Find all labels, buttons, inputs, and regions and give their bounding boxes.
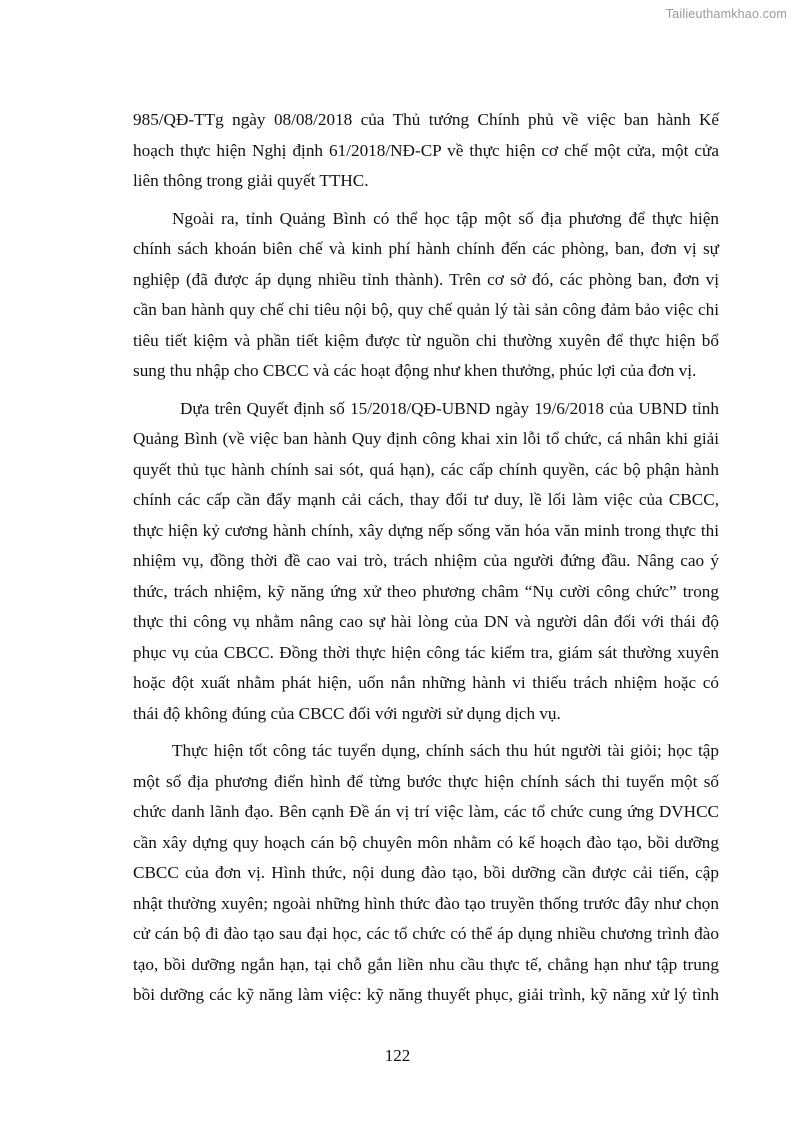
text-line: quyết thủ tục hành chính sai sót, quá hạn), các cấp chính quyền, các bộ phận hành <box>133 459 719 479</box>
text-line: tạo, bồi dưỡng ngắn hạn, tại chỗ gắn liền nhu cầu thực tế, chẳng hạn như tập trung <box>133 954 719 974</box>
document-body <box>133 105 719 1018</box>
text-line: hoặc đột xuất nhằm phát hiện, uốn nắn những hành vi thiếu trách nhiệm hoặc có <box>133 673 719 692</box>
text-line: hoạch thực hiện Nghị định 61/2018/NĐ-CP về thực hiện cơ chế một cửa, một cửa <box>133 140 719 160</box>
text-line: tiêu tiết kiệm và phần tiết kiệm được từ nguồn chi thường xuyên để thực hiện bổ <box>133 330 719 350</box>
text-line: phục vụ của CBCC. Đồng thời thực hiện công tác kiểm tra, giám sát thường xuyên <box>133 642 719 662</box>
text-line: bồi dưỡng các kỹ năng làm việc: kỹ năng thuyết phục, giải trình, kỹ năng xử lý tình <box>133 985 719 1004</box>
text-line: 985/QĐ-TTg ngày 08/08/2018 của Thủ tướng Chính phủ về việc ban hành Kế <box>133 110 719 129</box>
text-line: Dựa trên Quyết định số 15/2018/QĐ-UBND ngày 19/6/2018 của UBND tỉnh <box>180 398 719 418</box>
text-line: nghiệp (đã được áp dụng nhiều tỉnh thành). Trên cơ sở đó, các phòng ban, đơn vị <box>133 269 719 289</box>
text-line: Thực hiện tốt công tác tuyển dụng, chính sách thu hút người tài giỏi; học tập <box>172 741 719 760</box>
text-line: chính sách khoán biên chế và kinh phí hành chính đến các phòng, ban, đơn vị sự <box>133 239 719 258</box>
text-line: sung thu nhập cho CBCC và các hoạt động như khen thưởng, phúc lợi của đơn vị. <box>133 361 697 380</box>
text-line: chức danh lãnh đạo. Bên cạnh Đề án vị trí việc làm, các tổ chức cung ứng DVHCC <box>133 802 719 821</box>
paragraph-4 <box>133 736 719 1011</box>
paragraph-1 <box>133 105 719 197</box>
text-line: cần ban hành quy chế chi tiêu nội bộ, quy chế quản lý tài sản công đảm bảo việc chi <box>133 300 719 319</box>
text-line: nhiệm vụ, đồng thời đề cao vai trò, trách nhiệm của người đứng đầu. Nâng cao ý <box>133 551 719 570</box>
text-line: CBCC của đơn vị. Hình thức, nội dung đào tạo, bồi dưỡng cần được cải tiến, cập <box>133 863 719 882</box>
text-line: cần xây dựng quy hoạch cán bộ chuyên môn nhằm có kế hoạch đào tạo, bồi dưỡng <box>133 832 719 852</box>
paragraph-2 <box>133 204 719 387</box>
text-line: cử cán bộ đi đào tạo sau đại học, các tổ chức có thể áp dụng nhiều chương trình đào <box>133 924 719 943</box>
text-line: Quảng Bình (về việc ban hành Quy định công khai xin lỗi tổ chức, cá nhân khi giải <box>133 429 719 448</box>
page-number: 122 <box>384 1046 411 1065</box>
text-line: một số địa phương điển hình để từng bước thực hiện chính sách thi tuyển một số <box>133 771 719 791</box>
text-line: Ngoài ra, tỉnh Quảng Bình có thể học tập một số địa phương để thực hiện <box>172 208 719 228</box>
text-line: thực thi công vụ nhằm nâng cao sự hài lòng của DN và người dân đối với thái độ <box>133 612 719 631</box>
text-line: thái độ không đúng của CBCC đối với người sử dụng dịch vụ. <box>133 703 561 723</box>
text-line: liên thông trong giải quyết TTHC. <box>133 171 369 190</box>
text-line: chính các cấp cần đẩy mạnh cải cách, thay đổi tư duy, lề lối làm việc của CBCC, <box>133 490 719 509</box>
text-line: thức, trách nhiệm, kỹ năng ứng xử theo phương châm “Nụ cười công chức” trong <box>133 581 719 601</box>
text-line: nhật thường xuyên; ngoài những hình thức đào tạo truyền thống trước đây như chọn <box>133 893 719 913</box>
watermark: Tailieuthamkhao.com <box>665 7 787 21</box>
paragraph-3 <box>133 394 719 730</box>
text-line: thực hiện kỷ cương hành chính, xây dựng nếp sống văn hóa văn minh trong thực thi <box>133 520 719 540</box>
